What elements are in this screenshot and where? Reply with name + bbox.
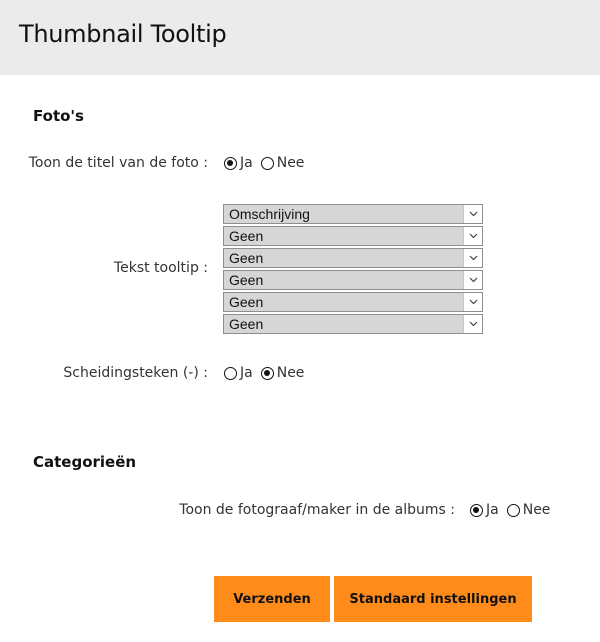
chevron-down-icon bbox=[463, 315, 482, 333]
show-title-radio-yes[interactable] bbox=[224, 157, 237, 170]
tooltip-select-6[interactable] bbox=[223, 314, 483, 334]
show-photographer-option-yes[interactable] bbox=[470, 502, 499, 518]
show-title-option-yes-label: Ja bbox=[240, 155, 253, 171]
show-title-option-yes[interactable] bbox=[224, 155, 253, 171]
chevron-down-icon bbox=[463, 227, 482, 245]
show-photographer-option-no[interactable] bbox=[507, 502, 551, 518]
tooltip-select-3[interactable] bbox=[223, 248, 483, 268]
show-title-label: Toon de titel van de foto : bbox=[28, 155, 208, 171]
separator-label: Scheidingsteken (-) : bbox=[63, 365, 208, 381]
show-title-radio-group bbox=[224, 155, 312, 171]
show-photographer-option-yes-label: Ja bbox=[486, 502, 499, 518]
section-title-categories: Categorieën bbox=[33, 453, 137, 471]
tooltip-select-2-value: Geen bbox=[229, 228, 264, 244]
show-photographer-radio-yes[interactable] bbox=[470, 504, 483, 517]
tooltip-select-1-value: Omschrijving bbox=[229, 206, 310, 222]
page-title: Thumbnail Tooltip bbox=[19, 20, 227, 48]
show-photographer-radio-group bbox=[470, 502, 558, 518]
tooltip-select-5-value: Geen bbox=[229, 294, 264, 310]
chevron-down-icon bbox=[463, 271, 482, 289]
show-photographer-radio-no[interactable] bbox=[507, 504, 520, 517]
tooltip-select-3-value: Geen bbox=[229, 250, 264, 266]
separator-radio-no[interactable] bbox=[261, 367, 274, 380]
submit-button[interactable]: Verzenden bbox=[214, 576, 330, 622]
chevron-down-icon bbox=[463, 205, 482, 223]
separator-option-yes[interactable] bbox=[224, 365, 253, 381]
show-photographer-label: Toon de fotograaf/maker in de albums : bbox=[179, 502, 455, 518]
restore-defaults-button[interactable]: Standaard instellingen bbox=[334, 576, 532, 622]
separator-option-no-label: Nee bbox=[276, 365, 305, 381]
separator-option-yes-label: Ja bbox=[240, 365, 253, 381]
chevron-down-icon bbox=[463, 249, 482, 267]
chevron-down-icon bbox=[463, 293, 482, 311]
tooltip-select-4[interactable] bbox=[223, 270, 483, 290]
tooltip-select-5[interactable] bbox=[223, 292, 483, 312]
tooltip-select-2[interactable] bbox=[223, 226, 483, 246]
show-title-radio-no[interactable] bbox=[261, 157, 274, 170]
show-title-option-no[interactable] bbox=[261, 155, 305, 171]
separator-radio-group bbox=[224, 365, 312, 381]
tooltip-select-6-value: Geen bbox=[229, 316, 264, 332]
separator-option-no[interactable] bbox=[261, 365, 305, 381]
tooltip-select-1[interactable] bbox=[223, 204, 483, 224]
tooltip-select-4-value: Geen bbox=[229, 272, 264, 288]
tooltip-text-label: Tekst tooltip : bbox=[113, 260, 208, 276]
show-title-option-no-label: Nee bbox=[276, 155, 305, 171]
show-photographer-option-no-label: Nee bbox=[522, 502, 551, 518]
section-title-photos: Foto's bbox=[33, 107, 84, 125]
page-header bbox=[0, 0, 600, 75]
separator-radio-yes[interactable] bbox=[224, 367, 237, 380]
